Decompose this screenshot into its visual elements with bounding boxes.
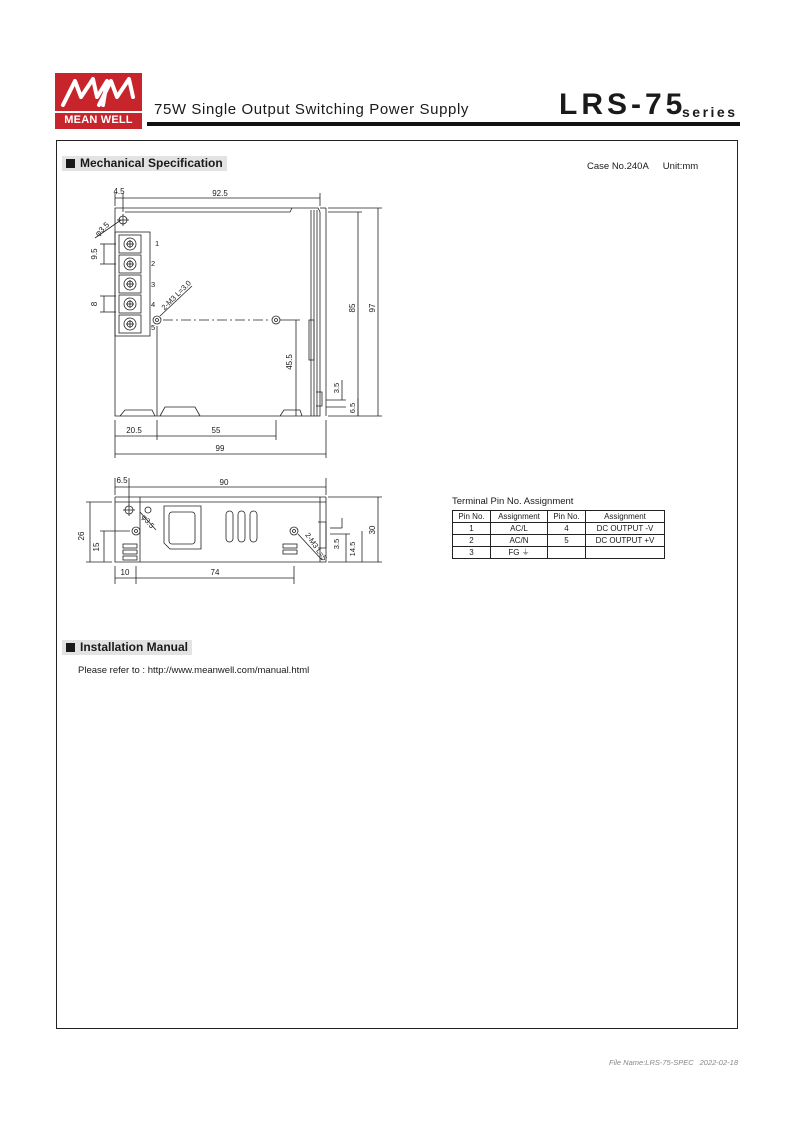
pin-number: 4	[151, 300, 156, 309]
table-cell: DC OUTPUT -V	[586, 523, 665, 535]
table-row	[453, 547, 665, 559]
mean-well-logo	[55, 73, 142, 129]
dim-label: 4.5	[113, 187, 125, 196]
section-mechanical-spec	[62, 156, 227, 171]
pin-number: 5	[151, 323, 156, 332]
dim-label: 2-M3 L=3.0	[159, 278, 193, 312]
side-view-drawing	[75, 472, 395, 587]
terminal-table	[452, 510, 665, 559]
table-cell	[548, 547, 586, 559]
section-title: Installation Manual	[80, 640, 189, 654]
dim-label: 3.5	[332, 538, 341, 550]
dim-label: 6.5	[116, 476, 128, 485]
table-cell: 1	[453, 523, 491, 535]
dim-label: 8	[90, 301, 99, 307]
table-cell	[586, 547, 665, 559]
table-row	[453, 523, 665, 535]
dim-label: 20.5	[126, 426, 142, 435]
header-rule	[147, 122, 740, 126]
dim-label: 74	[210, 568, 220, 577]
mw-logo-mark	[59, 75, 139, 109]
dim-label: 26	[77, 531, 86, 541]
column-header: Assignment	[491, 511, 548, 523]
dim-label: φ3.5	[139, 512, 157, 531]
table-cell: 3	[453, 547, 491, 559]
case-info	[587, 161, 698, 172]
dim-label: 55	[211, 426, 221, 435]
dim-label: 14.5	[348, 541, 357, 557]
dim-label: 90	[219, 478, 229, 487]
table-cell: AC/L	[491, 523, 548, 535]
bullet-square-icon	[66, 643, 75, 652]
dim-label: 92.5	[212, 189, 228, 198]
model-name: LRS-75	[559, 88, 687, 121]
table-header-row	[453, 511, 665, 523]
file-name: File Name:LRS-75-SPEC	[609, 1058, 694, 1067]
column-header: Pin No.	[453, 511, 491, 523]
case-number: Case No.240A	[587, 161, 649, 172]
table-cell: FG ⏚	[491, 547, 548, 559]
table-cell: 5	[548, 535, 586, 547]
dim-label: 10	[120, 568, 130, 577]
installation-link-text[interactable]: Please refer to : http://www.meanwell.com/manual.html	[78, 665, 310, 676]
table-row	[453, 535, 665, 547]
dim-label: 3.5	[332, 382, 341, 394]
terminal-block	[119, 235, 141, 333]
product-subtitle: 75W Single Output Switching Power Supply	[154, 101, 469, 118]
file-date: 2022-02-18	[699, 1058, 738, 1067]
dim-label: 97	[368, 303, 377, 313]
column-header: Pin No.	[548, 511, 586, 523]
dim-label: 6.5	[348, 402, 357, 414]
file-footer	[560, 1058, 738, 1067]
pin-number: 1	[155, 239, 160, 248]
terminal-caption: Terminal Pin No. Assignment	[452, 496, 574, 507]
table-cell: 2	[453, 535, 491, 547]
dim-label: 2-M3 L=5	[303, 530, 329, 563]
pin-number: 2	[151, 259, 156, 268]
table-cell: DC OUTPUT +V	[586, 535, 665, 547]
dim-label: 85	[348, 303, 357, 313]
dim-label: 30	[368, 525, 377, 535]
dim-label: 45.5	[285, 354, 294, 370]
top-view-drawing	[80, 180, 400, 470]
series-label: series	[682, 104, 738, 120]
column-header: Assignment	[586, 511, 665, 523]
table-cell: AC/N	[491, 535, 548, 547]
table-cell: 4	[548, 523, 586, 535]
section-title: Mechanical Specification	[80, 156, 223, 170]
bullet-square-icon	[66, 159, 75, 168]
section-installation-manual	[62, 640, 192, 655]
dim-label: φ3.5	[93, 220, 112, 239]
dim-label: 15	[92, 542, 101, 552]
brand-name: MEAN WELL	[64, 114, 133, 126]
pin-number: 3	[151, 280, 156, 289]
unit-label: Unit:mm	[662, 161, 699, 172]
dim-label: 99	[215, 444, 225, 453]
dim-label: 9.5	[90, 248, 99, 260]
